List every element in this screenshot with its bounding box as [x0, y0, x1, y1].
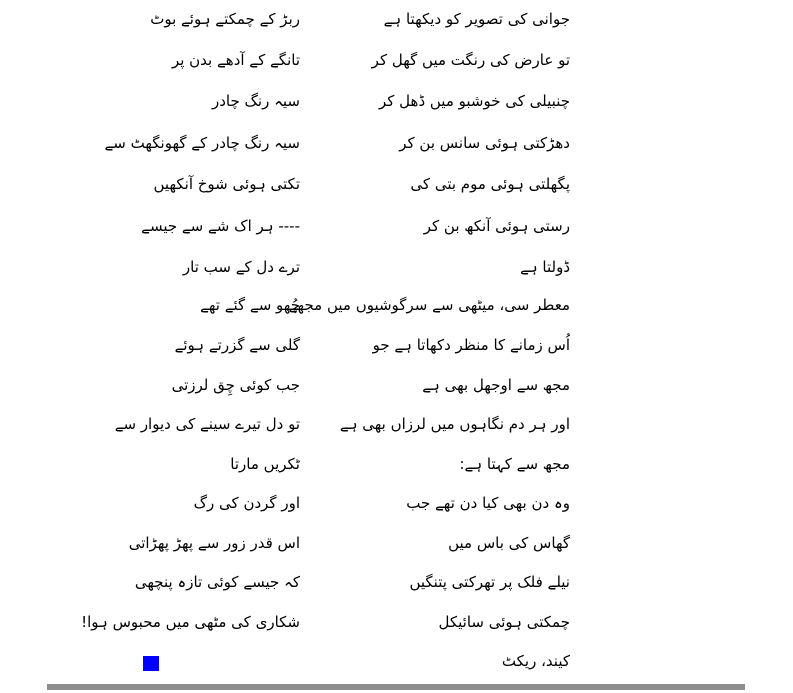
- poem-row: [100, 409, 570, 439]
- poem-line-left: اس قدر زور سے پھڑ پھڑاتی: [128, 534, 300, 552]
- poem-row: [100, 646, 570, 676]
- poem-line-right: اور ہر دم نگاہوں میں لرزاں بھی ہے: [339, 415, 570, 433]
- poem-line-right: اُس زمانے کا منظر دکھاتا ہے جو: [372, 336, 570, 354]
- poem-line-left: جب کوئی چِق لرزتی: [171, 376, 300, 394]
- blue-square-marker: [143, 656, 159, 671]
- poem-line-left: تانگے کے آدھے بدن پر: [171, 51, 300, 69]
- poem-row: [100, 169, 570, 199]
- poem-row: [100, 128, 570, 158]
- poem-row: [100, 330, 570, 360]
- poem-line-left: اور گردن کی رگ: [193, 494, 300, 512]
- poem-line-right: مجھ سے کہتا ہے:: [459, 455, 570, 473]
- poem-line-right: معطر سی، میٹھی سے سرگوشیوں میں مجھے: [288, 296, 570, 314]
- poem-line-left: تکتی ہوئی شوخ آنکھیں: [153, 175, 300, 193]
- poem: [81, 4, 570, 676]
- poem-line-right: تو عارض کی رنگت میں گھل کر: [371, 51, 570, 69]
- poem-row: [100, 45, 570, 75]
- poem-line-right: رستی ہوئی آنکھ بن کر: [423, 217, 570, 235]
- poem-line-left: کہ جیسے کوئی تازہ پنچھی: [134, 573, 300, 591]
- poem-row: [100, 370, 570, 400]
- poem-line-right: گھاس کی باس میں: [448, 534, 570, 552]
- poem-line-right: کیند، ریکٹ: [501, 652, 570, 670]
- poem-line-right: مجھ سے اوجھل بھی ہے: [422, 376, 570, 394]
- poem-line-right: جوانی کی تصویر کو دیکھتا ہے: [383, 10, 570, 28]
- poem-line-right: ڈولتا ہے: [520, 258, 570, 276]
- bottom-divider: [47, 684, 745, 690]
- poem-line-right: دھڑکتی ہوئی سانس بن کر: [399, 134, 570, 152]
- poem-line-left: تو دل تیرے سینے کی دیوار سے: [114, 415, 300, 433]
- poem-line-right: چنبیلی کی خوشبو میں ڈھل کر: [378, 92, 570, 110]
- poem-line-left: شکاری کی مٹھی میں محبوس ہوا!: [81, 613, 300, 631]
- poem-line-right: وہ دن بھی کیا دن تھے جب: [406, 494, 570, 512]
- poem-line-left: سیہ رنگ چادر: [211, 92, 300, 110]
- poem-row: [100, 528, 570, 558]
- poem-row: [100, 290, 570, 320]
- poem-row: [100, 488, 570, 518]
- poem-row: [100, 252, 570, 282]
- poem-line-right: نیلے فلک پر تھرکتی پتنگیں: [409, 573, 570, 591]
- poem-line-left: ربڑ کے چمکتے ہوئے بوٹ: [150, 10, 300, 28]
- poem-row: [100, 567, 570, 597]
- poem-row: [81, 607, 570, 637]
- poem-row: [100, 449, 570, 479]
- poem-row: [100, 4, 570, 34]
- poem-line-left: ---- ہر اک شے سے جیسے: [141, 217, 300, 235]
- poem-row: [100, 86, 570, 116]
- poem-line-right: پگھلتی ہوئی موم بتی کی: [410, 175, 570, 193]
- poem-line-left: گلی سے گزرتے ہوئے: [174, 336, 300, 354]
- poem-row: [100, 211, 570, 241]
- poem-line-left: چُھو سے گئے تھے: [200, 296, 300, 314]
- poem-line-right: چمکتی ہوئی سائیکل: [438, 613, 570, 631]
- poem-line-left: ٹکریں مارتا: [230, 455, 300, 473]
- poem-line-left: سیہ رنگ چادر کے گھونگھٹ سے: [104, 134, 300, 152]
- poem-line-left: ترے دل کے سب تار: [182, 258, 300, 276]
